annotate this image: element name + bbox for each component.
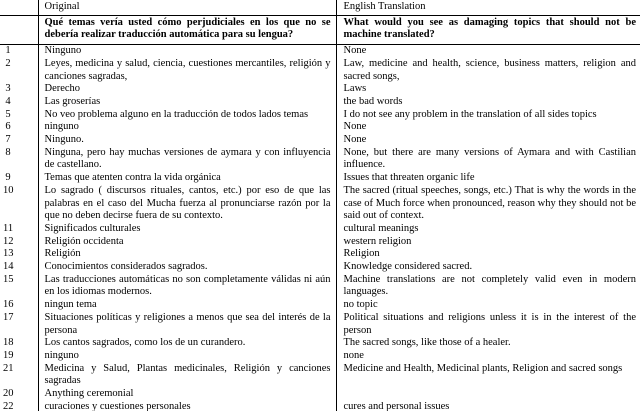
original-cell: Significados culturales (38, 223, 336, 236)
english-cell: None (343, 134, 367, 146)
row-number-cell (0, 337, 38, 350)
original-cell: Temas que atenten contra la vida orgánica (38, 172, 336, 185)
english-cell: The sacred songs, like those of a healer. (343, 337, 511, 349)
row-number-cell (0, 96, 38, 109)
row-number: 12 (3, 235, 14, 247)
column-header-row (0, 0, 640, 15)
english-cell: western religion (343, 235, 412, 247)
row-number-cell (0, 350, 38, 363)
table-row (0, 274, 640, 299)
row-number: 19 (3, 349, 14, 361)
english-cell: Law, medicine and health, science, business matters, religion and sacred songs, (343, 57, 636, 82)
question-english: What would you see as damaging topics that should not be machine translated? (336, 15, 640, 44)
english-cell: None, but there are many versions of Aymara and with Castilian influence. (343, 146, 636, 171)
table-row (0, 350, 640, 363)
row-number-cell (0, 58, 38, 83)
original-cell: ninguno (38, 121, 336, 134)
original-cell: Situaciones políticas y religiones a menos que sea del interés de la persona (38, 312, 336, 337)
row-number-cell (0, 223, 38, 236)
table-row (0, 134, 640, 147)
row-number: 6 (5, 121, 11, 133)
english-cell: Machine translations are not completely valid even in modern languages. (343, 273, 636, 298)
original-cell: Conocimientos considerados sagrados. (38, 261, 336, 274)
original-cell: ningun tema (38, 299, 336, 312)
table-row (0, 172, 640, 185)
row-number: 14 (3, 261, 14, 273)
row-number: 15 (3, 273, 14, 285)
row-number: 7 (5, 134, 11, 146)
table-body (0, 45, 640, 411)
row-number-cell (0, 388, 38, 401)
table-row (0, 223, 640, 236)
row-number-cell (0, 312, 38, 337)
table-row (0, 299, 640, 312)
english-cell: None (343, 45, 367, 57)
table-row (0, 96, 640, 109)
table-row (0, 83, 640, 96)
row-number: 9 (5, 172, 11, 184)
english-cell: Political situations and religions unless it is in the interest of the person (343, 311, 636, 336)
original-cell: Las groserías (38, 96, 336, 109)
english-cell: no topic (343, 299, 378, 311)
row-number-cell (0, 121, 38, 134)
row-number-cell (0, 45, 38, 58)
row-number: 21 (3, 362, 14, 374)
original-cell: No veo problema alguno en la traducción de todos lados temas (38, 109, 336, 122)
table-row (0, 312, 640, 337)
english-column-header: English Translation (336, 0, 640, 15)
table-row (0, 401, 640, 411)
row-number: 11 (3, 222, 14, 234)
english-cell: the bad words (343, 95, 403, 107)
row-number: 22 (3, 400, 14, 411)
row-number-cell (0, 274, 38, 299)
english-cell: None (343, 121, 367, 133)
english-cell: Religion (343, 248, 380, 260)
original-cell: Los cantos sagrados, como los de un curandero. (38, 337, 336, 350)
table-row (0, 337, 640, 350)
row-number: 17 (3, 311, 14, 323)
table-row (0, 45, 640, 58)
question-row (0, 15, 640, 44)
table-row (0, 388, 640, 401)
row-number: 2 (5, 57, 11, 69)
table-row (0, 147, 640, 172)
original-cell: Ninguna, pero hay muchas versiones de aymara y con influyencia de castellano. (38, 147, 336, 172)
table-row (0, 185, 640, 223)
table-row (0, 363, 640, 388)
question-number-cell (0, 15, 38, 44)
row-number: 1 (5, 45, 11, 57)
original-cell: Anything ceremonial (38, 388, 336, 401)
row-number: 16 (3, 299, 14, 311)
original-column-header: Original (38, 0, 336, 15)
row-number-cell (0, 185, 38, 223)
row-number: 8 (5, 146, 11, 158)
row-number-cell (0, 134, 38, 147)
english-cell (336, 388, 640, 401)
row-number-cell (0, 401, 38, 411)
english-cell: cures and personal issues (343, 400, 450, 411)
original-cell: Derecho (38, 83, 336, 96)
row-number-cell (0, 363, 38, 388)
row-number: 20 (3, 388, 14, 400)
table-row (0, 121, 640, 134)
original-cell: Religión (38, 248, 336, 261)
table-row (0, 261, 640, 274)
original-cell: Ninguno (38, 45, 336, 58)
table-row (0, 248, 640, 261)
english-cell: The sacred (ritual speeches, songs, etc.) That is why the words in the case of Much force when pronounced, reason why they should not be said out of context. (343, 184, 636, 222)
english-cell: none (343, 349, 364, 361)
original-cell: Lo sagrado ( discursos rituales, cantos, etc.) por eso de que las palabras en el caso del Mucha fuerza al pronunciarse razón por la que no deben decirse fuera de su contexto. (38, 185, 336, 223)
row-number-header-cell (0, 0, 38, 15)
english-cell: Issues that threaten organic life (343, 172, 475, 184)
original-cell: Las traducciones automáticas no son completamente válidas ni aún en los idiomas modernos. (38, 274, 336, 299)
table-row (0, 58, 640, 83)
row-number-cell (0, 236, 38, 249)
row-number-cell (0, 109, 38, 122)
original-cell: curaciones y cuestiones personales (38, 401, 336, 411)
english-cell: Knowledge considered sacred. (343, 261, 473, 273)
row-number: 5 (5, 108, 11, 120)
table-row (0, 236, 640, 249)
english-cell: Laws (343, 83, 367, 95)
english-cell: Medicine and Health, Medicinal plants, Religion and sacred songs (343, 362, 623, 374)
original-cell: Leyes, medicina y salud, ciencia, cuestiones mercantiles, religión y canciones sagradas, (38, 58, 336, 83)
row-number: 4 (5, 95, 11, 107)
question-original: Qué temas vería usted cómo perjudiciales en los que no se debería realizar traducción automática para su lengua? (38, 15, 336, 44)
original-cell: Ninguno. (38, 134, 336, 147)
row-number-cell (0, 147, 38, 172)
row-number-cell (0, 261, 38, 274)
original-cell: ninguno (38, 350, 336, 363)
row-number-cell (0, 248, 38, 261)
english-cell: cultural meanings (343, 222, 419, 234)
original-cell: Religión occidenta (38, 236, 336, 249)
row-number: 18 (3, 337, 14, 349)
original-cell: Medicina y Salud, Plantas medicinales, Religión y canciones sagradas (38, 363, 336, 388)
row-number-cell (0, 299, 38, 312)
english-cell: I do not see any problem in the translation of all sides topics (343, 108, 597, 120)
row-number-cell (0, 172, 38, 185)
table-row (0, 109, 640, 122)
row-number-cell (0, 83, 38, 96)
row-number: 3 (5, 83, 11, 95)
row-number: 13 (3, 248, 14, 260)
row-number: 10 (3, 184, 14, 196)
